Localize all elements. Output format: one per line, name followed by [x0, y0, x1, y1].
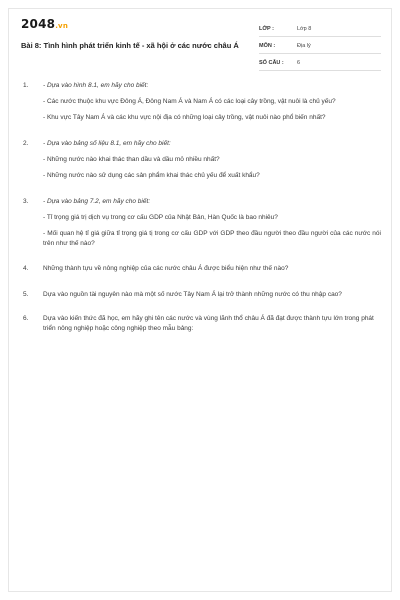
question-sub-item: - Những nước nào sử dụng các sản phẩm khai thác chủ yếu để xuất khẩu? — [43, 172, 260, 179]
question-prompt: Những thành tựu về nông nghiệp của các nước châu Á được biểu hiện như thế nào? — [43, 265, 289, 272]
class-label: LỚP : — [259, 26, 274, 32]
question-number: 4. — [23, 265, 29, 272]
question-item — [23, 314, 381, 334]
count-label: SỐ CÂU : — [259, 60, 284, 66]
question-item — [23, 139, 381, 181]
question-sub-item: - Những nước nào khai thác than dầu và dầu mỏ nhiều nhất? — [43, 156, 220, 163]
question-item — [23, 264, 381, 274]
count-value: 6 — [297, 60, 301, 66]
question-prompt: - Dựa vào bảng số liệu 8.1, em hãy cho biết: — [43, 140, 171, 147]
question-number: 5. — [23, 291, 29, 298]
question-prompt: - Dựa vào bảng 7.2, em hãy cho biết: — [43, 198, 151, 205]
question-prompt: Dựa vào kiến thức đã học, em hãy ghi tên các nước và vùng lãnh thổ châu Á đã đạt được thành tựu lớn trong phát triển nông nghiệp hoặc công nghiệp theo mẫu bảng: — [43, 315, 374, 332]
class-value: Lớp 8 — [297, 26, 312, 32]
question-prompt: - Dựa vào hình 8.1, em hãy cho biết: — [43, 82, 149, 89]
meta-row-class — [259, 23, 381, 37]
brand-name: 2048 — [21, 17, 56, 31]
meta-panel — [259, 23, 381, 74]
brand-suffix: .vn — [55, 22, 69, 30]
question-sub-item: - Khu vực Tây Nam Á và các khu vực nội địa có những loại cây trồng, vật nuôi nào phổ biến nhất? — [43, 114, 326, 121]
worksheet-page — [8, 8, 392, 592]
question-item — [23, 290, 381, 300]
question-sub-item: - Các nước thuộc khu vực Đông Á, Đông Nam Á và Nam Á có các loại cây trồng, vật nuôi là chủ yếu? — [43, 98, 336, 105]
meta-row-count — [259, 57, 381, 71]
question-sub-item: - Tỉ trọng giá trị dịch vụ trong cơ cấu GDP của Nhật Bản, Hàn Quốc là bao nhiêu? — [43, 214, 278, 221]
subject-value: Địa lý — [297, 43, 311, 49]
question-item — [23, 81, 381, 123]
question-item — [23, 197, 381, 249]
meta-row-subject — [259, 40, 381, 54]
subject-label: MÔN : — [259, 43, 276, 49]
brand-logo[interactable] — [21, 17, 68, 31]
question-sub-item: - Mối quan hệ tỉ giá giữa tỉ trọng giá tị trong cơ cấu GDP với GDP theo đầu người theo đầu người của các nước nói trên như thế nào? — [43, 230, 381, 247]
question-number: 3. — [23, 198, 29, 205]
question-number: 2. — [23, 140, 29, 147]
worksheet-header — [21, 17, 381, 69]
question-number: 6. — [23, 315, 29, 322]
question-number: 1. — [23, 82, 29, 89]
question-prompt: Dựa vào nguồn tài nguyên nào mà một số nước Tây Nam Á lại trở thành những nước có thu nhập cao? — [43, 291, 342, 298]
lesson-title: Bài 8: Tình hình phát triển kinh tế - xã hội ở các nước châu Á — [21, 41, 239, 50]
question-list — [23, 81, 381, 334]
